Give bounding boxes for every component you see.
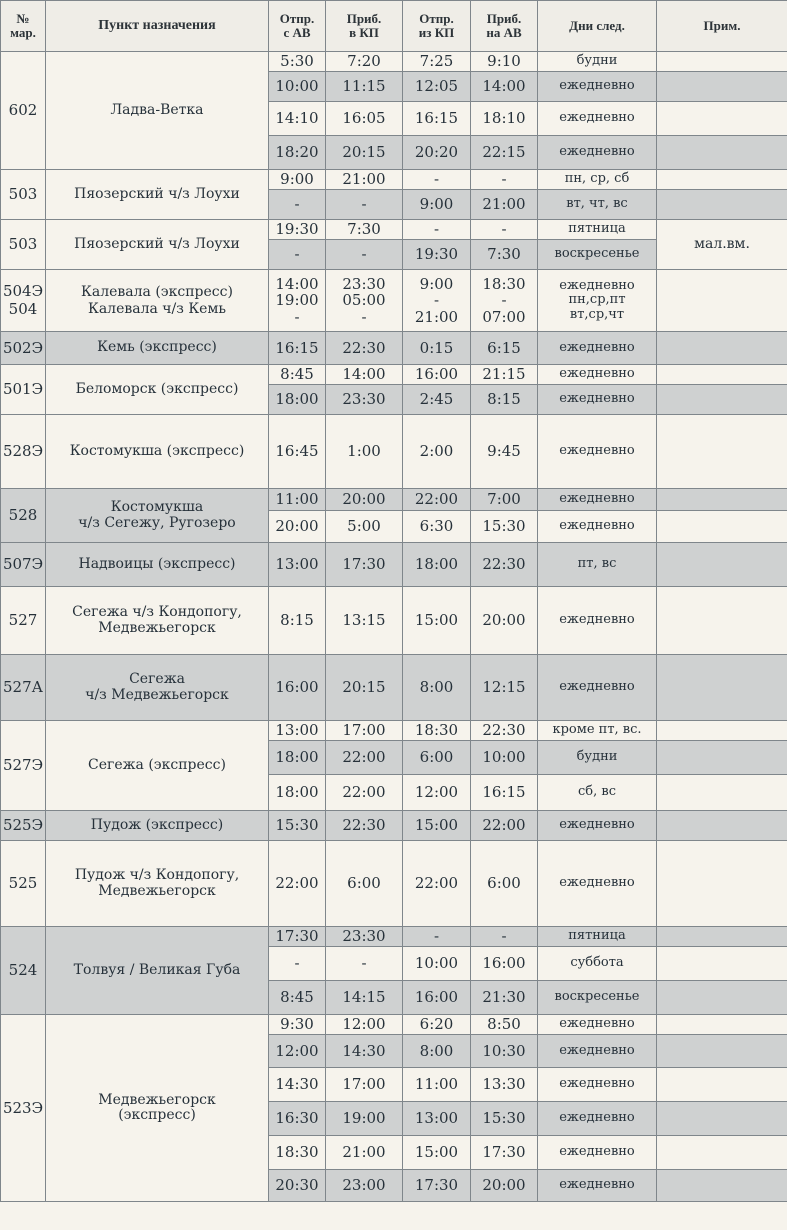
note	[657, 655, 787, 721]
departure-kp: 16:15	[403, 102, 471, 136]
days: ежедневно	[538, 841, 657, 927]
departure-kp: 8:00	[403, 655, 471, 721]
arrival-kp: 22:00	[326, 741, 403, 775]
destination-text: Пяозерский ч/з Лоухи	[74, 235, 240, 252]
arrival-av: 22:15	[471, 136, 538, 170]
departure-av: 16:30	[269, 1102, 326, 1136]
route-number: 525	[1, 841, 46, 927]
arrival-kp: 22:00	[326, 775, 403, 811]
note	[657, 1102, 787, 1136]
route-number: 528Э	[1, 415, 46, 489]
days: ежедневно	[538, 1015, 657, 1035]
departure-kp: 18:30	[403, 721, 471, 741]
arrival-kp: 22:30	[326, 332, 403, 365]
route-number: 501Э	[1, 365, 46, 415]
destination-text: Надвоицы (экспресс)	[78, 555, 236, 572]
departure-kp: 2:00	[403, 415, 471, 489]
departure-kp: 10:00	[403, 947, 471, 981]
days: пт, вс	[538, 543, 657, 587]
arrival-kp: 14:00	[326, 365, 403, 385]
days: пн, ср, сб	[538, 170, 657, 190]
departure-kp: -	[403, 927, 471, 947]
departure-av: 8:15	[269, 587, 326, 655]
note	[657, 1170, 787, 1202]
note: мал.вм.	[657, 220, 787, 270]
note	[657, 511, 787, 543]
schedule-body	[1, 52, 787, 1202]
departure-kp: 18:00	[403, 543, 471, 587]
arrival-kp: 23:30	[326, 385, 403, 415]
route-number: 527А	[1, 655, 46, 721]
departure-av: 19:30	[269, 220, 326, 240]
arrival-av: 20:00	[471, 587, 538, 655]
arrival-av	[471, 270, 538, 332]
arrival-kp: 1:00	[326, 415, 403, 489]
days-header: Дни след.	[538, 1, 657, 52]
arrival-kp: -	[326, 240, 403, 270]
arrival-av: 22:30	[471, 543, 538, 587]
destination-line: Калевала ч/з Кемь	[88, 300, 226, 317]
departure-kp: 11:00	[403, 1068, 471, 1102]
departure-kp: 12:05	[403, 72, 471, 102]
arrival-av: 7:00	[471, 489, 538, 511]
route-number: 524	[1, 927, 46, 1015]
departure-kp: 15:00	[403, 587, 471, 655]
arrival-av: 8:15	[471, 385, 538, 415]
days: ежедневно	[538, 385, 657, 415]
arrival-kp-value: 23:30 05:00 -	[342, 274, 386, 326]
note	[657, 927, 787, 947]
destination-text: Кемь (экспресс)	[97, 339, 217, 356]
route-number: 503	[1, 220, 46, 270]
table-row	[1, 332, 787, 365]
days: воскресенье	[538, 240, 657, 270]
destination	[46, 170, 269, 220]
destination-text: Сегежа (экспресс)	[88, 756, 226, 773]
arrival-av: 14:00	[471, 72, 538, 102]
table-row	[1, 220, 787, 240]
route-number: 527Э	[1, 721, 46, 811]
arrival-kp: 5:00	[326, 511, 403, 543]
departure-kp: 17:30	[403, 1170, 471, 1202]
departure-av: 18:00	[269, 385, 326, 415]
arrival-av: 16:15	[471, 775, 538, 811]
destination	[46, 415, 269, 489]
arrival-av: -	[471, 220, 538, 240]
departure-av: 16:00	[269, 655, 326, 721]
note	[657, 1035, 787, 1068]
table-row	[1, 170, 787, 190]
arrival-av: 7:30	[471, 240, 538, 270]
departure-av: 10:00	[269, 72, 326, 102]
note	[657, 775, 787, 811]
note	[657, 587, 787, 655]
arrival-av: 21:00	[471, 190, 538, 220]
note	[657, 365, 787, 385]
arrival-av: 9:10	[471, 52, 538, 72]
destination-text: Пудож ч/з Кондопогу, Медвежьегорск	[74, 867, 240, 899]
departure-av: 20:30	[269, 1170, 326, 1202]
arrival-av-value: 18:30 - 07:00	[482, 274, 526, 326]
arrival-kp: 11:15	[326, 72, 403, 102]
arrival-av: 13:30	[471, 1068, 538, 1102]
departure-av: 18:20	[269, 136, 326, 170]
departure-av-header: Отпр. с АВ	[269, 1, 326, 52]
days: ежедневно	[538, 1136, 657, 1170]
arrival-av: 18:10	[471, 102, 538, 136]
days: ежедневно	[538, 1068, 657, 1102]
departure-kp: 16:00	[403, 981, 471, 1015]
departure-kp: 6:00	[403, 741, 471, 775]
departure-kp: 22:00	[403, 841, 471, 927]
arrival-kp: 13:15	[326, 587, 403, 655]
table-row	[1, 415, 787, 489]
note	[657, 136, 787, 170]
arrival-av: 10:30	[471, 1035, 538, 1068]
table-row	[1, 543, 787, 587]
arrival-kp	[326, 270, 403, 332]
days: сб, вс	[538, 775, 657, 811]
notes-header: Прим.	[657, 1, 787, 52]
destination-text: Толвуя / Великая Губа	[73, 961, 241, 978]
note	[657, 721, 787, 741]
departure-kp: 19:30	[403, 240, 471, 270]
table-row	[1, 721, 787, 741]
departure-av	[269, 270, 326, 332]
arrival-av: 10:00	[471, 741, 538, 775]
arrival-kp: 23:00	[326, 1170, 403, 1202]
arrival-av: 22:00	[471, 811, 538, 841]
days: ежедневно	[538, 511, 657, 543]
destination	[46, 721, 269, 811]
days: ежедневно	[538, 415, 657, 489]
departure-kp: 12:00	[403, 775, 471, 811]
days: будни	[538, 52, 657, 72]
departure-av: 22:00	[269, 841, 326, 927]
arrival-kp: 6:00	[326, 841, 403, 927]
arrival-kp: 14:15	[326, 981, 403, 1015]
destination	[46, 365, 269, 415]
arrival-kp: 12:00	[326, 1015, 403, 1035]
arrival-kp: 19:00	[326, 1102, 403, 1136]
destination	[46, 1015, 269, 1202]
departure-av: 12:00	[269, 1035, 326, 1068]
note	[657, 332, 787, 365]
arrival-kp: -	[326, 947, 403, 981]
departure-kp: 15:00	[403, 811, 471, 841]
note	[657, 72, 787, 102]
route-number	[1, 270, 46, 332]
note	[657, 385, 787, 415]
arrival-av: 6:15	[471, 332, 538, 365]
destination	[46, 927, 269, 1015]
departure-av: 20:00	[269, 511, 326, 543]
departure-av: 13:00	[269, 721, 326, 741]
route-number: 502Э	[1, 332, 46, 365]
arrival-kp: -	[326, 190, 403, 220]
destination	[46, 270, 269, 332]
table-row	[1, 270, 787, 332]
arrival-kp: 7:20	[326, 52, 403, 72]
departure-kp: 7:25	[403, 52, 471, 72]
days: ежедневно	[538, 1102, 657, 1136]
days-value: ежедневно пн,ср,пт вт,ср,чт	[559, 278, 635, 322]
table-row	[1, 811, 787, 841]
departure-av: 18:30	[269, 1136, 326, 1170]
arrival-av: -	[471, 170, 538, 190]
arrival-kp: 23:30	[326, 927, 403, 947]
note	[657, 841, 787, 927]
days: ежедневно	[538, 332, 657, 365]
departure-kp: 2:45	[403, 385, 471, 415]
arrival-av: 21:30	[471, 981, 538, 1015]
route-number: 525Э	[1, 811, 46, 841]
destination-line: Калевала (экспресс)	[81, 284, 233, 301]
table-row	[1, 365, 787, 385]
destination-text: Пудож (экспресс)	[90, 816, 224, 833]
arrival-av: 17:30	[471, 1136, 538, 1170]
note	[657, 1068, 787, 1102]
table-row	[1, 927, 787, 947]
destination-text: Костомукша ч/з Сегежу, Ругозеро	[78, 499, 236, 531]
note	[657, 102, 787, 136]
departure-kp: 15:00	[403, 1136, 471, 1170]
arrival-kp: 20:15	[326, 136, 403, 170]
departure-av: 15:30	[269, 811, 326, 841]
destination-text: Беломорск (экспресс)	[75, 380, 239, 397]
arrival-av-header: Приб. на АВ	[471, 1, 538, 52]
arrival-kp: 20:00	[326, 489, 403, 511]
arrival-kp: 20:15	[326, 655, 403, 721]
note	[657, 170, 787, 190]
destination	[46, 841, 269, 927]
arrival-kp: 21:00	[326, 1136, 403, 1170]
departure-av: 13:00	[269, 543, 326, 587]
arrival-kp: 16:05	[326, 102, 403, 136]
days: кроме пт, вс.	[538, 721, 657, 741]
days: ежедневно	[538, 136, 657, 170]
departure-kp-value: 9:00 - 21:00	[414, 274, 459, 326]
route-number: 523Э	[1, 1015, 46, 1202]
destination	[46, 811, 269, 841]
days: вт, чт, вс	[538, 190, 657, 220]
departure-av: 9:00	[269, 170, 326, 190]
departure-av: -	[269, 947, 326, 981]
destination-text: Костомукша (экспресс)	[69, 442, 245, 459]
destination-header: Пункт назначения	[46, 1, 269, 52]
departure-av: 8:45	[269, 981, 326, 1015]
arrival-av: 15:30	[471, 511, 538, 543]
departure-kp: 20:20	[403, 136, 471, 170]
note	[657, 270, 787, 332]
route-number: 528	[1, 489, 46, 543]
arrival-av: -	[471, 927, 538, 947]
note	[657, 52, 787, 72]
days: ежедневно	[538, 102, 657, 136]
destination-text: Сегежа ч/з Кондопогу, Медвежьегорск	[72, 604, 242, 636]
note	[657, 489, 787, 511]
departure-kp: 13:00	[403, 1102, 471, 1136]
days: пятница	[538, 927, 657, 947]
departure-av: 14:30	[269, 1068, 326, 1102]
route-number-line: 504Э	[2, 282, 44, 301]
departure-av: 16:15	[269, 332, 326, 365]
destination	[46, 332, 269, 365]
note	[657, 811, 787, 841]
arrival-kp: 7:30	[326, 220, 403, 240]
departure-kp: 8:00	[403, 1035, 471, 1068]
destination-text: Ладва-Ветка	[110, 101, 204, 118]
days: ежедневно	[538, 1035, 657, 1068]
route-number: 503	[1, 170, 46, 220]
departure-kp: 22:00	[403, 489, 471, 511]
departure-av-value: 14:00 19:00 -	[275, 274, 319, 326]
arrival-av: 9:45	[471, 415, 538, 489]
destination-text: Пяозерский ч/з Лоухи	[74, 185, 240, 202]
table-row	[1, 1015, 787, 1035]
departure-av: 11:00	[269, 489, 326, 511]
departure-av: 18:00	[269, 775, 326, 811]
departure-av: 9:30	[269, 1015, 326, 1035]
note	[657, 1015, 787, 1035]
arrival-kp: 17:00	[326, 1068, 403, 1102]
header-row	[1, 1, 787, 52]
departure-av: 17:30	[269, 927, 326, 947]
arrival-av: 12:15	[471, 655, 538, 721]
days	[538, 270, 657, 332]
departure-kp: -	[403, 220, 471, 240]
departure-kp: 6:30	[403, 511, 471, 543]
route-number: 527	[1, 587, 46, 655]
note	[657, 190, 787, 220]
departure-kp	[403, 270, 471, 332]
table-row	[1, 489, 787, 511]
route-number-line: 504	[8, 299, 38, 318]
route-number: 507Э	[1, 543, 46, 587]
departure-av: 16:45	[269, 415, 326, 489]
arrival-kp: 17:30	[326, 543, 403, 587]
days: ежедневно	[538, 365, 657, 385]
destination	[46, 489, 269, 543]
destination	[46, 587, 269, 655]
days: ежедневно	[538, 655, 657, 721]
note	[657, 415, 787, 489]
days: ежедневно	[538, 489, 657, 511]
table-row	[1, 655, 787, 721]
note	[657, 1136, 787, 1170]
route-number-header: № мар.	[1, 1, 46, 52]
departure-av: 8:45	[269, 365, 326, 385]
destination-text: Медвежьегорск (экспресс)	[98, 1091, 216, 1123]
arrival-kp: 17:00	[326, 721, 403, 741]
days: ежедневно	[538, 587, 657, 655]
departure-kp: -	[403, 170, 471, 190]
note	[657, 981, 787, 1015]
arrival-av: 8:50	[471, 1015, 538, 1035]
arrival-av: 21:15	[471, 365, 538, 385]
departure-kp: 9:00	[403, 190, 471, 220]
destination-text: Сегежа ч/з Медвежьегорск	[85, 671, 229, 703]
days: пятница	[538, 220, 657, 240]
departure-av: -	[269, 240, 326, 270]
route-number: 602	[1, 52, 46, 170]
note	[657, 543, 787, 587]
arrival-av: 6:00	[471, 841, 538, 927]
departure-kp: 0:15	[403, 332, 471, 365]
days: воскресенье	[538, 981, 657, 1015]
departure-kp: 16:00	[403, 365, 471, 385]
departure-kp: 6:20	[403, 1015, 471, 1035]
days: будни	[538, 741, 657, 775]
departure-kp-header: Отпр. из КП	[403, 1, 471, 52]
arrival-kp: 22:30	[326, 811, 403, 841]
departure-av: -	[269, 190, 326, 220]
days: ежедневно	[538, 1170, 657, 1202]
departure-av: 18:00	[269, 741, 326, 775]
table-row	[1, 841, 787, 927]
arrival-kp-header: Приб. в КП	[326, 1, 403, 52]
destination	[46, 543, 269, 587]
departure-av: 5:30	[269, 52, 326, 72]
departure-av: 14:10	[269, 102, 326, 136]
note	[657, 741, 787, 775]
destination	[46, 655, 269, 721]
arrival-kp: 21:00	[326, 170, 403, 190]
days: суббота	[538, 947, 657, 981]
days: ежедневно	[538, 811, 657, 841]
arrival-kp: 14:30	[326, 1035, 403, 1068]
table-row	[1, 52, 787, 72]
destination	[46, 220, 269, 270]
destination	[46, 52, 269, 170]
days: ежедневно	[538, 72, 657, 102]
table-row	[1, 587, 787, 655]
arrival-av: 15:30	[471, 1102, 538, 1136]
arrival-av: 20:00	[471, 1170, 538, 1202]
arrival-av: 16:00	[471, 947, 538, 981]
note	[657, 947, 787, 981]
arrival-av: 22:30	[471, 721, 538, 741]
